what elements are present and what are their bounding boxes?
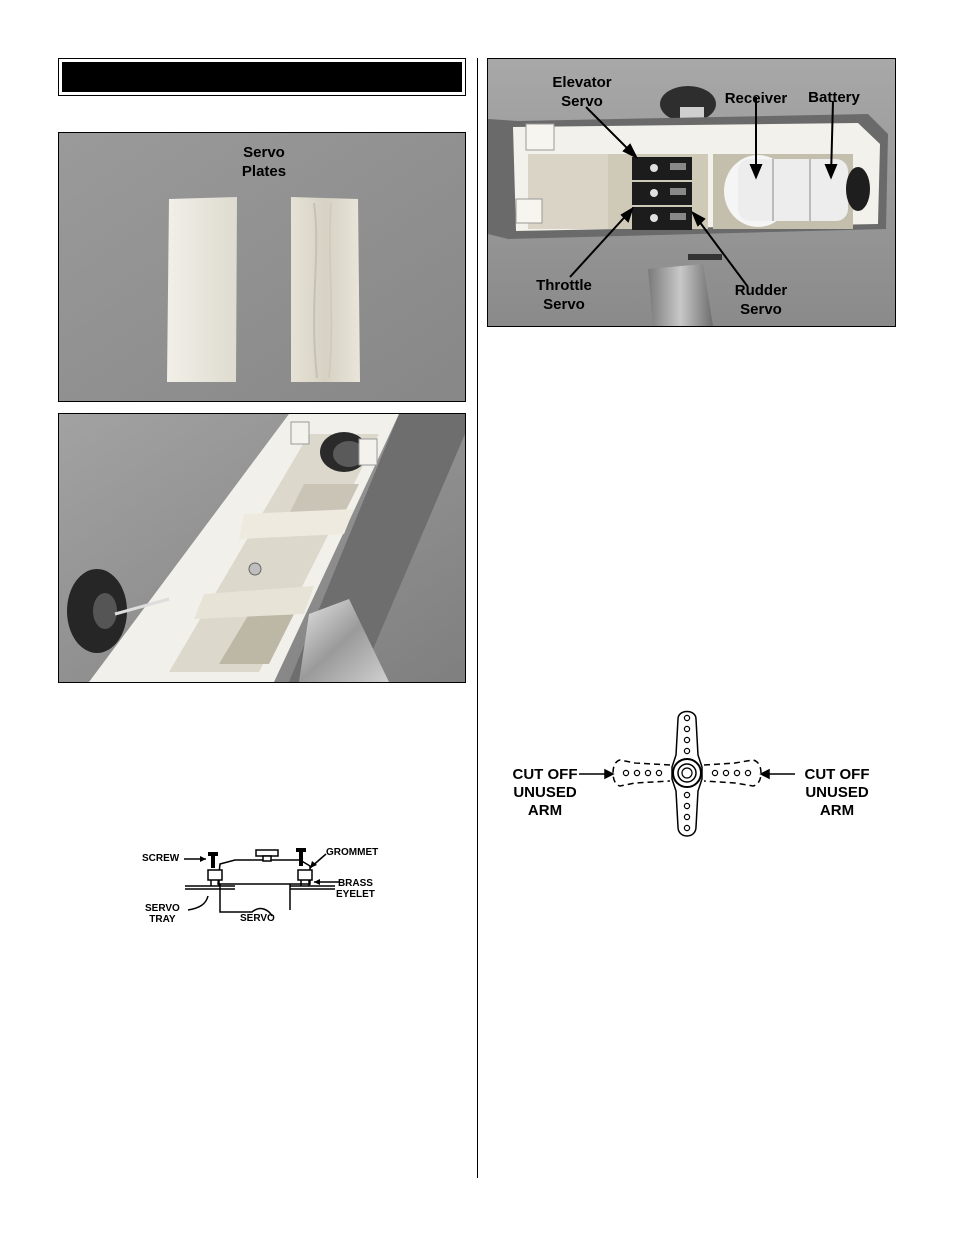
servo-tray-label: SERVO TRAY	[145, 903, 180, 925]
screw-label: SCREW	[142, 853, 180, 864]
cut-off-right-label: CUT OFF UNUSED ARM	[804, 766, 870, 819]
battery-label: Battery	[808, 89, 860, 106]
column-divider	[477, 58, 478, 1178]
rudder-servo-label: Rudder Servo	[734, 282, 788, 318]
cut-off-left-label: CUT OFF UNUSED ARM	[512, 766, 578, 819]
brass-eyelet-label: BRASS EYELET	[336, 878, 375, 900]
servo-plate-left	[167, 197, 237, 382]
section-header-bar	[58, 58, 466, 96]
fuselage-bay-photo	[58, 413, 466, 683]
receiver-label: Receiver	[724, 90, 788, 107]
grommet-label: GROMMET	[326, 847, 379, 858]
elevator-servo-label: Elevator Servo	[552, 74, 612, 110]
servo-plates-photo	[58, 132, 466, 402]
servo-plates-label: Servo Plates	[241, 144, 287, 180]
section-header-fill	[62, 62, 462, 92]
servo-mount-diagram	[140, 840, 390, 930]
servo-horn-diagram	[495, 705, 885, 845]
servo-plate-right	[291, 197, 360, 382]
throttle-servo-label: Throttle Servo	[536, 277, 592, 313]
radio-install-photo	[487, 58, 896, 327]
fuselage-bay-image	[59, 414, 465, 682]
servo-label: SERVO	[240, 913, 275, 924]
